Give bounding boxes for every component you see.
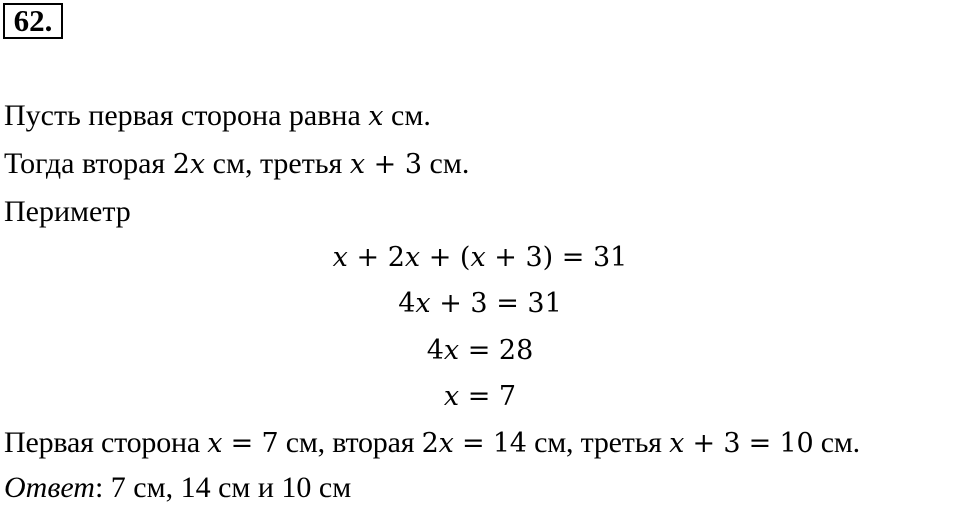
answer-line — [4, 470, 351, 506]
math-variable: x — [349, 149, 366, 180]
text-line-result — [4, 425, 860, 462]
text-segment: см, третья — [205, 147, 350, 180]
answer-text: : 7 см, 14 см и 10 см — [94, 471, 352, 504]
math-variable: x — [189, 149, 206, 180]
text-segment: см. — [422, 147, 470, 180]
math-expression: = 7 — [222, 428, 279, 459]
equation-3 — [0, 332, 960, 369]
text-segment: см. — [383, 99, 431, 132]
text-line-perimeter — [4, 194, 131, 230]
answer-label: Ответ — [4, 471, 95, 504]
math-expression: + 3) = 31 — [485, 242, 628, 273]
math-number: 4 — [398, 288, 416, 319]
text-segment: см, вторая — [278, 426, 422, 459]
math-variable: x — [404, 242, 421, 273]
text-line-first-side — [4, 98, 431, 135]
equation-2 — [0, 285, 960, 322]
math-expression: + 3 = 10 — [684, 428, 814, 459]
math-variable: x — [443, 381, 460, 412]
math-variable: x — [207, 428, 223, 459]
math-variable: x — [438, 428, 454, 459]
math-expression: + 2 — [347, 242, 405, 273]
math-variable: x — [368, 101, 384, 132]
math-variable: x — [669, 428, 685, 459]
text-segment: Первая сторона — [4, 426, 208, 459]
math-expression: + 3 — [365, 149, 423, 180]
math-expression: = 7 — [459, 381, 517, 412]
equation-1 — [0, 239, 960, 276]
math-number: 2 — [172, 149, 190, 180]
text-segment: см. — [813, 426, 860, 459]
math-number: 4 — [426, 335, 444, 366]
math-expression: = 14 — [453, 428, 527, 459]
math-number: 2 — [421, 428, 439, 459]
math-expression: + 3 = 31 — [430, 288, 562, 319]
text-segment: см, третья — [526, 426, 670, 459]
math-variable: x — [443, 335, 460, 366]
math-variable: x — [332, 242, 348, 273]
problem-number: 62. — [3, 3, 63, 39]
text-segment: Пусть первая сторона равна — [4, 99, 369, 132]
math-expression: + ( — [420, 242, 471, 273]
math-variable: x — [415, 288, 431, 319]
text-segment: Периметр — [4, 195, 131, 228]
math-variable: x — [470, 242, 486, 273]
text-line-second-third — [4, 146, 469, 183]
math-expression: = 28 — [459, 335, 534, 366]
equation-4 — [0, 378, 960, 415]
text-segment: Тогда вторая — [4, 147, 173, 180]
